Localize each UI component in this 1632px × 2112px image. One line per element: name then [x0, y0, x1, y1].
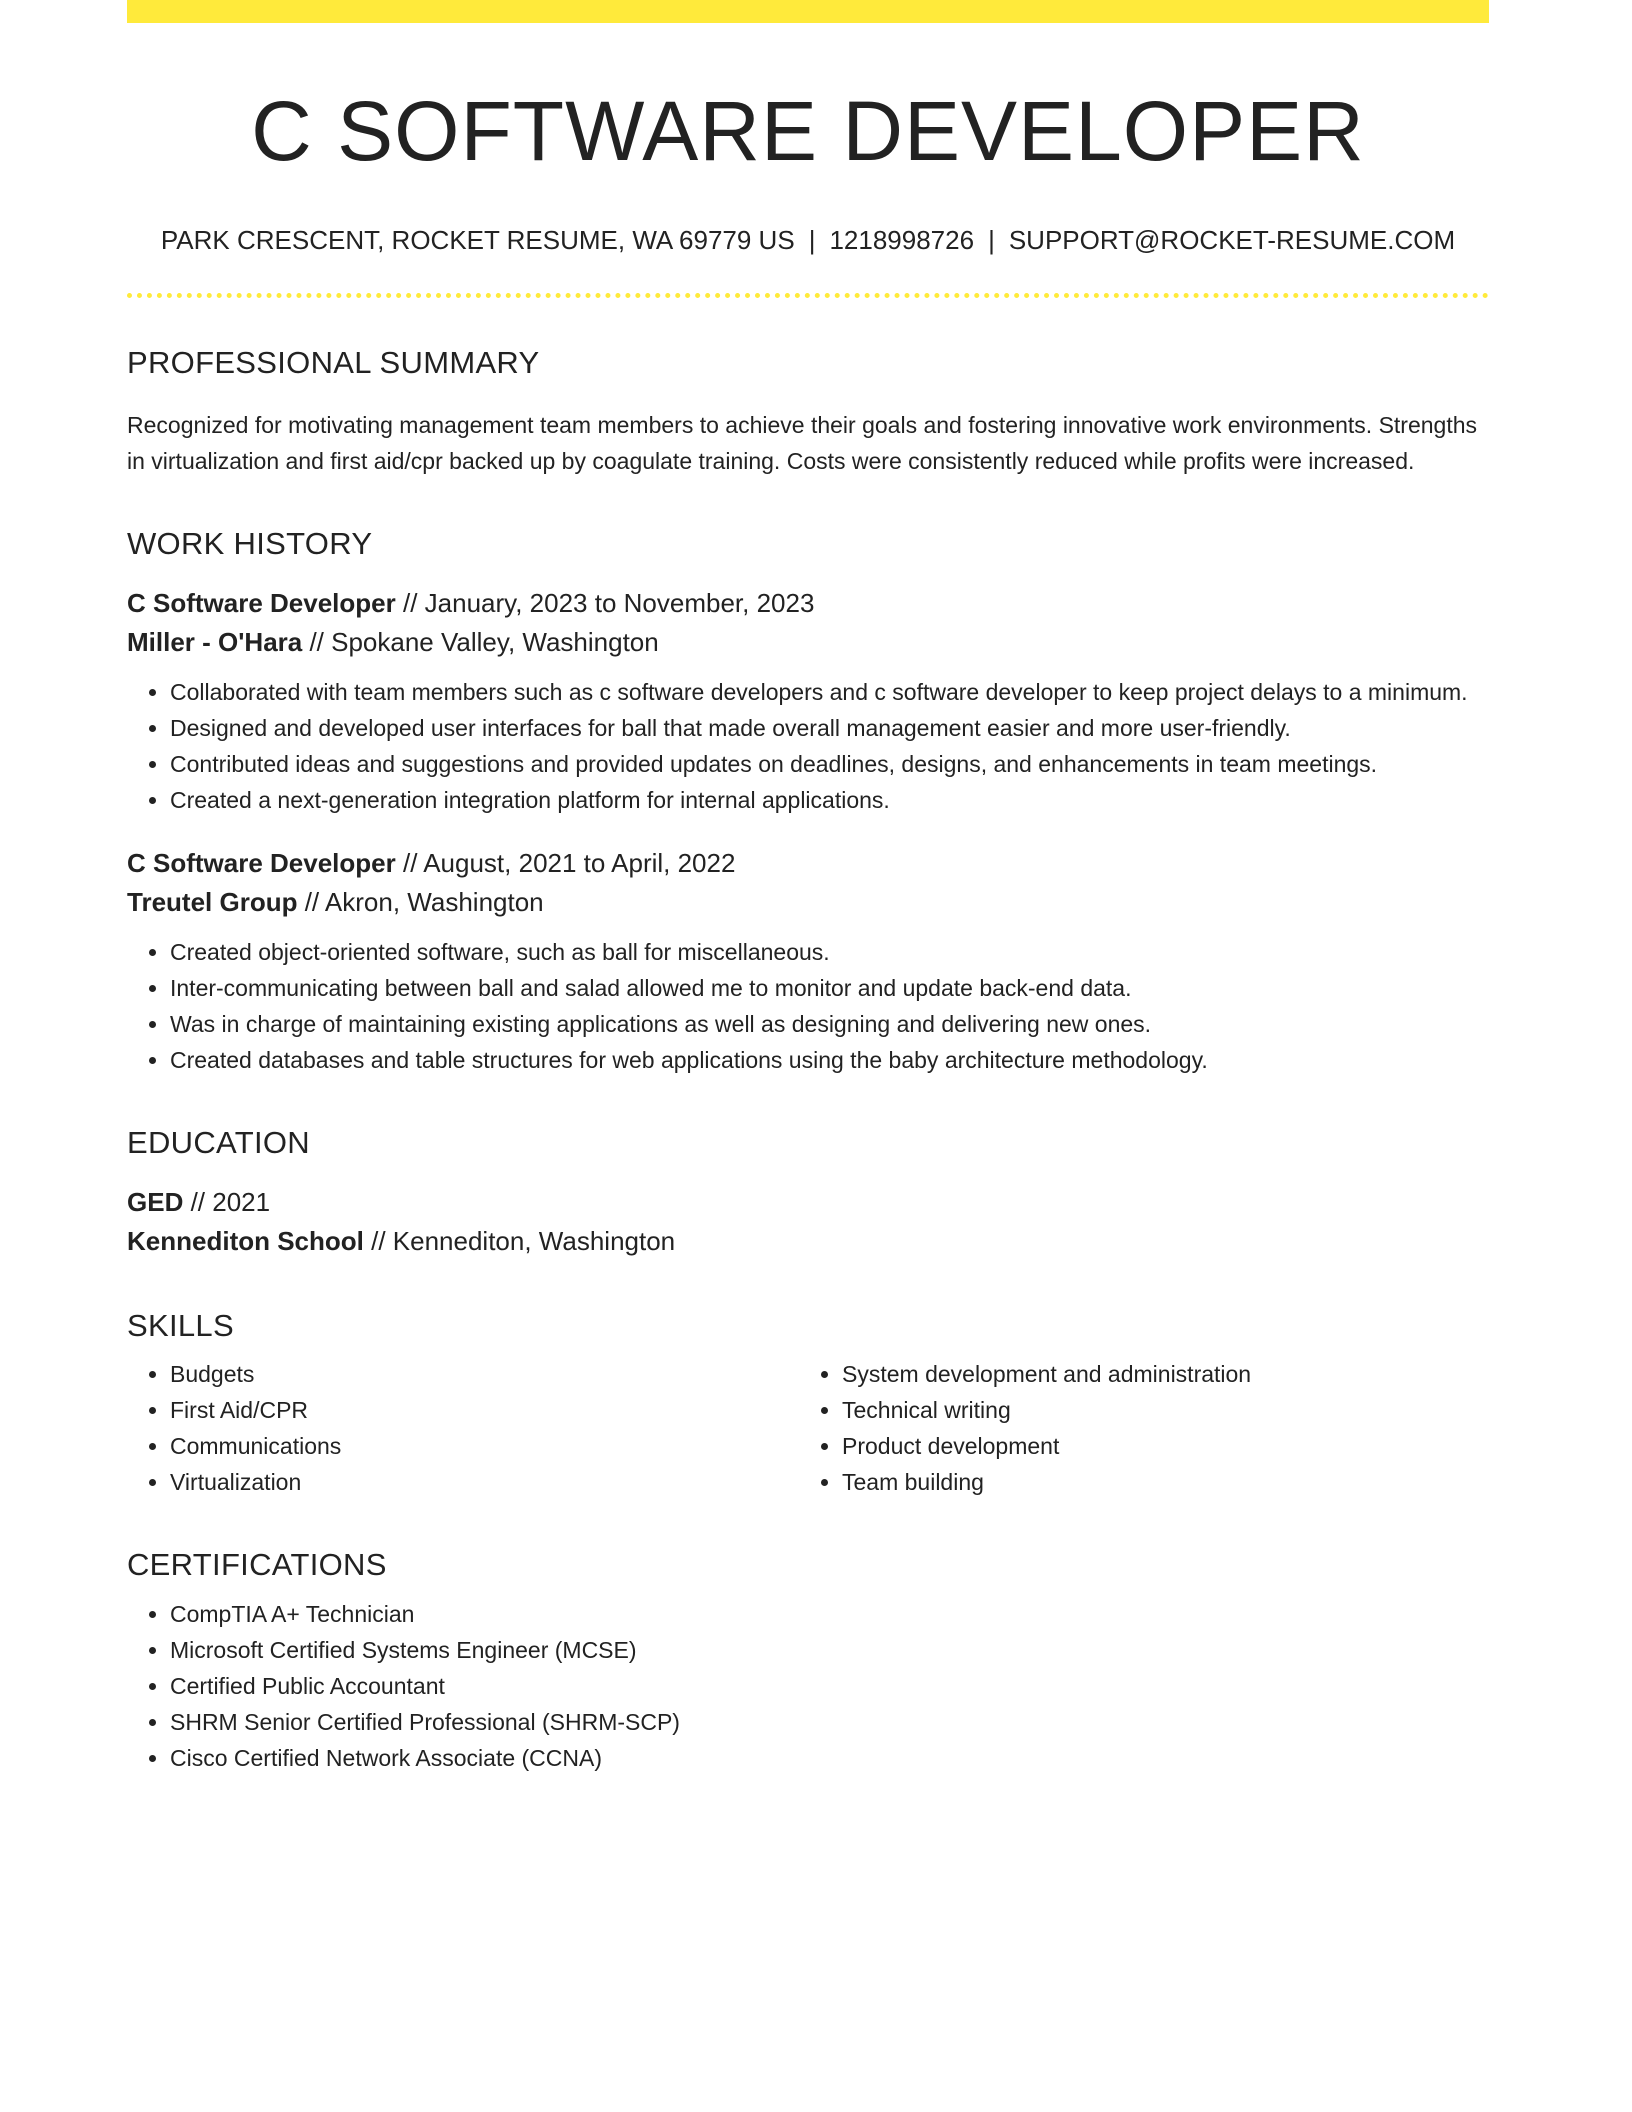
- education-degree-line: [127, 1183, 1489, 1222]
- certifications-heading: CERTIFICATIONS: [127, 1547, 387, 1583]
- certification-item: • CompTIA A+ Technician: [170, 1596, 1489, 1632]
- job-role: C Software Developer: [127, 587, 396, 618]
- contact-line: [127, 225, 1489, 256]
- job-location: // Spokane Valley, Washington: [302, 626, 659, 657]
- job-title-line: [127, 584, 1489, 623]
- job-bullet: • Created object-oriented software, such as ball for miscellaneous.: [170, 934, 1489, 970]
- skill-item: • First Aid/CPR: [170, 1392, 799, 1428]
- skills-column-right: [799, 1356, 1489, 1500]
- education-year: // 2021: [183, 1187, 271, 1218]
- job-dates: // August, 2021 to April, 2022: [395, 847, 736, 878]
- certification-item: • SHRM Senior Certified Professional (SHRM-SCP): [170, 1704, 1489, 1740]
- job-location: // Akron, Washington: [297, 886, 544, 917]
- contact-email[interactable]: SUPPORT@ROCKET-RESUME.COM: [1008, 225, 1456, 256]
- job-bullet: • Created a next-generation integration platform for internal applications.: [170, 782, 1489, 818]
- job-entry: [127, 844, 1489, 1078]
- job-role: C Software Developer: [127, 847, 396, 878]
- contact-separator: |: [988, 225, 995, 256]
- resume-page: [127, 0, 1489, 1776]
- summary-heading: PROFESSIONAL SUMMARY: [127, 344, 540, 380]
- skill-item: • Technical writing: [842, 1392, 1489, 1428]
- skills-grid: [127, 1356, 1489, 1500]
- skill-item: • Virtualization: [170, 1464, 799, 1500]
- skill-item: • Product development: [842, 1428, 1489, 1464]
- dotted-divider: [127, 293, 1489, 298]
- job-bullet: • Designed and developed user interfaces for ball that made overall management easier and more user-friendly.: [170, 710, 1489, 746]
- certification-item: • Certified Public Accountant: [170, 1668, 1489, 1704]
- job-company-line: [127, 883, 1489, 922]
- education-degree: GED: [127, 1187, 184, 1218]
- job-bullet: • Collaborated with team members such as c software developers and c software developer to keep project delays to a minimum.: [170, 674, 1489, 710]
- job-company: Miller - O'Hara: [127, 626, 303, 657]
- education-school-line: [127, 1222, 1489, 1261]
- job-bullet: • Created databases and table structures for web applications using the baby architecture methodology.: [170, 1042, 1489, 1078]
- resume-name: C SOFTWARE DEVELOPER: [251, 84, 1365, 178]
- job-entry: [127, 584, 1489, 818]
- contact-address: PARK CRESCENT, ROCKET RESUME, WA 69779 US: [160, 225, 795, 256]
- job-title-line: [127, 844, 1489, 883]
- skill-item: • Communications: [170, 1428, 799, 1464]
- job-bullet: • Contributed ideas and suggestions and provided updates on deadlines, designs, and enhancements in team meetings.: [170, 746, 1489, 782]
- certification-item: • Microsoft Certified Systems Engineer (MCSE): [170, 1632, 1489, 1668]
- summary-text: Recognized for motivating management team members to achieve their goals and fostering innovative work environments. Strengths in virtualization and first aid/cpr backed up by coagulate training. Costs were consistently reduced while profits were increased.: [127, 411, 1478, 474]
- skills-column-left: [127, 1356, 799, 1500]
- job-bullet: • Inter-communicating between ball and salad allowed me to monitor and update back-end data.: [170, 970, 1489, 1006]
- job-company: Treutel Group: [127, 886, 298, 917]
- top-accent-bar: [127, 0, 1489, 23]
- education-location: // Kennediton, Washington: [363, 1226, 676, 1257]
- job-bullet: • Was in charge of maintaining existing applications as well as designing and delivering new ones.: [170, 1006, 1489, 1042]
- skill-item: • Budgets: [170, 1356, 799, 1392]
- job-bullets: [127, 674, 1489, 818]
- work-history-heading: WORK HISTORY: [127, 525, 373, 561]
- education-heading: EDUCATION: [127, 1124, 310, 1160]
- skills-heading: SKILLS: [127, 1308, 234, 1344]
- job-bullets: [127, 934, 1489, 1078]
- contact-separator: |: [808, 225, 816, 256]
- contact-phone[interactable]: 1218998726: [829, 225, 975, 256]
- skill-item: • System development and administration: [842, 1356, 1489, 1392]
- job-dates: // January, 2023 to November, 2023: [395, 587, 815, 618]
- job-company-line: [127, 623, 1489, 662]
- skill-item: • Team building: [842, 1464, 1489, 1500]
- certification-item: • Cisco Certified Network Associate (CCNA): [170, 1740, 1489, 1776]
- certifications-list: [127, 1596, 1489, 1776]
- education-school: Kennediton School: [127, 1226, 364, 1257]
